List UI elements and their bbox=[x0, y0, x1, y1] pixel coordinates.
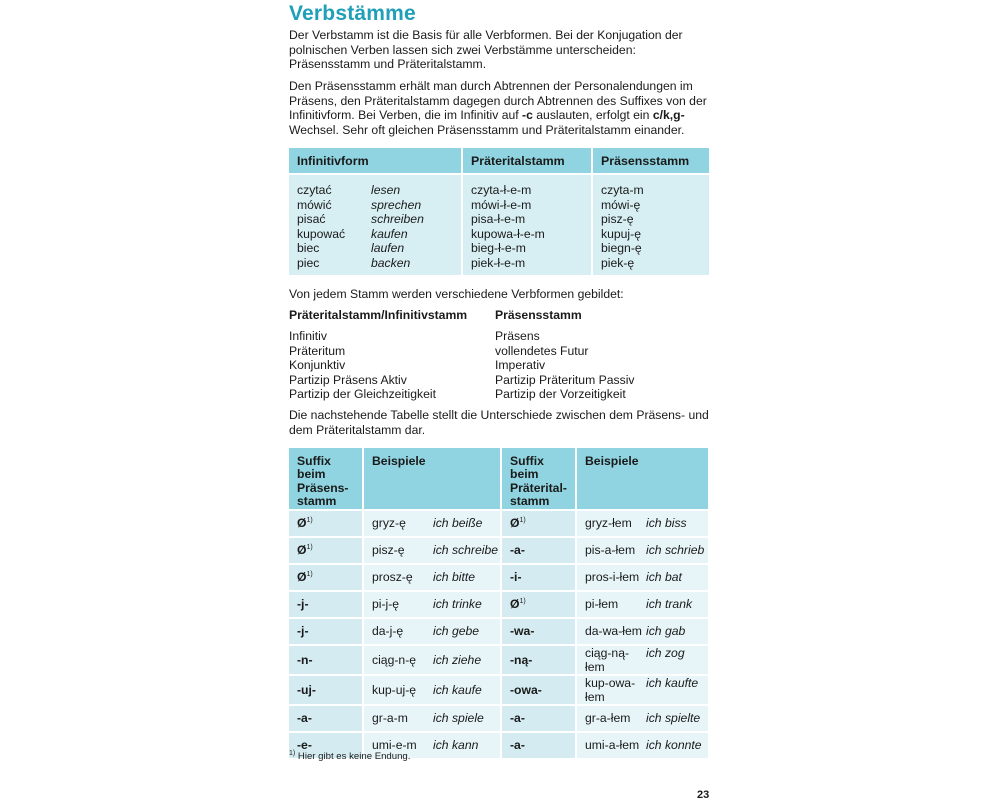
german-translation: ich gab bbox=[646, 624, 686, 639]
present-suffix: Ø bbox=[297, 516, 307, 531]
table-row bbox=[289, 644, 708, 674]
preterite-example-cell bbox=[575, 731, 708, 758]
preterite-suffix-cell bbox=[500, 704, 575, 731]
stems-intro: Von jedem Stamm werden verschiedene Verbformen gebildet: bbox=[289, 287, 624, 301]
preterite-example-cell bbox=[575, 536, 708, 563]
table-row bbox=[289, 509, 708, 536]
present-example-cell bbox=[362, 704, 500, 731]
present-example-cell bbox=[362, 590, 500, 617]
present-suffix: -e- bbox=[297, 738, 312, 753]
present-example bbox=[372, 624, 500, 638]
polish-form: kup-uj-ę bbox=[372, 682, 417, 697]
preterite-stem-form: kupowa-ł-e-m bbox=[471, 226, 545, 241]
present-example bbox=[372, 570, 500, 584]
preterite-suffix: -a- bbox=[510, 738, 525, 753]
preterite-stem-form: bieg-ł-e-m bbox=[471, 241, 526, 256]
preterite-example-cell bbox=[575, 644, 708, 674]
preterite-example-cell bbox=[575, 617, 708, 644]
preterite-example bbox=[585, 570, 708, 584]
present-example bbox=[372, 653, 500, 667]
polish-form: kup-owa-łem bbox=[585, 675, 636, 704]
present-example bbox=[372, 516, 500, 530]
present-suffix: -a- bbox=[297, 711, 312, 726]
present-example-cell bbox=[362, 617, 500, 644]
present-stem-form: piek-ę bbox=[601, 255, 635, 270]
footnote-ref: 1) bbox=[306, 544, 313, 552]
footnote-ref: 1) bbox=[519, 598, 526, 606]
preterite-example bbox=[585, 543, 708, 557]
present-suffix-cell bbox=[289, 617, 362, 644]
present-example bbox=[372, 683, 500, 697]
present-suffix-cell bbox=[289, 536, 362, 563]
polish-form: gryz-ę bbox=[372, 516, 406, 531]
suffix-table bbox=[289, 448, 708, 758]
header-present-stem: Präsensstamm bbox=[591, 148, 709, 173]
preterite-suffix-cell bbox=[500, 536, 575, 563]
explanation-text-3: Wechsel. Sehr oft gleichen Präsensstamm und Präteritalstamm einander. bbox=[289, 122, 685, 137]
german-translation: ich beiße bbox=[433, 516, 483, 531]
polish-form: pi-j-ę bbox=[372, 597, 400, 612]
preterite-suffix-cell bbox=[500, 590, 575, 617]
preterite-example-cell bbox=[575, 590, 708, 617]
german-translation: ich kaufe bbox=[433, 682, 482, 697]
german-translation: ich ziehe bbox=[433, 652, 482, 667]
page-title: Verbstämme bbox=[289, 2, 416, 25]
preterite-suffix: -a- bbox=[510, 543, 525, 558]
polish-form: umi-e-m bbox=[372, 738, 417, 753]
preterite-example bbox=[585, 516, 708, 530]
footnote-ref: 1) bbox=[306, 571, 313, 579]
translation-list bbox=[371, 183, 424, 271]
polish-form: ciąg-ną-łem bbox=[585, 645, 630, 674]
right-stem-item: Partizip Präteritum Passiv bbox=[495, 372, 635, 387]
footnote-ref: 1) bbox=[306, 517, 313, 525]
polish-form: ciąg-n-ę bbox=[372, 652, 417, 667]
present-example bbox=[372, 543, 500, 557]
footnote-mark: 1) bbox=[289, 750, 296, 757]
preterite-suffix-cell bbox=[500, 563, 575, 590]
infinitive-form: czytać bbox=[297, 183, 332, 197]
right-stem-list bbox=[495, 329, 635, 402]
german-translation: ich konnte bbox=[646, 738, 702, 753]
present-example-cell bbox=[362, 509, 500, 536]
explanation-text-2: auslauten, erfolgt ein bbox=[532, 108, 653, 123]
preterite-stem-form: mówi-ł-e-m bbox=[471, 197, 532, 212]
german-translation: lesen bbox=[371, 183, 401, 197]
page-number: 23 bbox=[697, 789, 710, 801]
preterite-suffix: Ø bbox=[510, 597, 520, 612]
left-stem-list bbox=[289, 329, 436, 402]
infinitive-form: biec bbox=[297, 241, 320, 256]
stem-overview-table bbox=[289, 148, 709, 275]
preterite-example bbox=[585, 738, 708, 752]
table-row bbox=[289, 674, 708, 704]
preterite-suffix: -ną- bbox=[510, 652, 533, 667]
preterite-suffix-cell bbox=[500, 509, 575, 536]
left-stem-item: Partizip Präsens Aktiv bbox=[289, 372, 407, 387]
present-suffix: Ø bbox=[297, 543, 307, 558]
header-preterite-stem: Präteritalstamm bbox=[461, 148, 591, 173]
german-translation: ich schreibe bbox=[433, 543, 499, 558]
table2-intro: Die nachstehende Tabelle stellt die Unterschiede zwischen dem Präsens- und dem Präteritalstamm dar. bbox=[289, 408, 709, 437]
german-translation: ich kann bbox=[433, 738, 479, 753]
preterite-example bbox=[585, 676, 708, 704]
right-stem-item: Imperativ bbox=[495, 358, 546, 373]
explanation-paragraph bbox=[289, 79, 709, 137]
preterite-example bbox=[585, 597, 708, 611]
preterite-example-cell bbox=[575, 674, 708, 704]
table-row bbox=[289, 563, 708, 590]
infinitive-list bbox=[297, 183, 371, 271]
polish-form: pisz-ę bbox=[372, 543, 405, 558]
preterite-suffix-cell bbox=[500, 617, 575, 644]
present-suffix-cell bbox=[289, 644, 362, 674]
right-stem-item: vollendetes Futur bbox=[495, 343, 589, 358]
table-row bbox=[289, 617, 708, 644]
table-row bbox=[289, 590, 708, 617]
german-translation: ich schrieb bbox=[646, 543, 705, 558]
present-example bbox=[372, 597, 500, 611]
german-translation: ich gebe bbox=[433, 624, 480, 639]
present-suffix: -n- bbox=[297, 652, 313, 667]
german-translation: ich bat bbox=[646, 570, 682, 585]
present-suffix: -j- bbox=[297, 597, 309, 612]
polish-form: umi-a-łem bbox=[585, 738, 640, 753]
right-stem-heading: Präsensstamm bbox=[495, 308, 582, 322]
footnote bbox=[289, 750, 410, 762]
left-stem-item: Präteritum bbox=[289, 343, 346, 358]
preterite-suffix: Ø bbox=[510, 516, 520, 531]
present-stem-form: kupuj-ę bbox=[601, 226, 641, 241]
preterite-stem-form: czyta-ł-e-m bbox=[471, 183, 532, 197]
preterite-example-cell bbox=[575, 509, 708, 536]
header-infinitive: Infinitivform bbox=[297, 153, 369, 168]
preterite-stem-form: pisa-ł-e-m bbox=[471, 212, 526, 227]
present-stem-list bbox=[591, 175, 709, 275]
header-present-examples: Beispiele bbox=[362, 448, 500, 509]
present-suffix-cell bbox=[289, 509, 362, 536]
preterite-example-cell bbox=[575, 563, 708, 590]
present-suffix: -j- bbox=[297, 624, 309, 639]
german-translation: ich bitte bbox=[433, 570, 476, 585]
left-stem-item: Infinitiv bbox=[289, 329, 327, 343]
present-suffix-cell bbox=[289, 563, 362, 590]
preterite-example bbox=[585, 624, 708, 638]
preterite-suffix: -owa- bbox=[510, 682, 542, 697]
footnote-ref: 1) bbox=[519, 517, 526, 525]
polish-form: gr-a-m bbox=[372, 711, 408, 726]
present-suffix-cell bbox=[289, 704, 362, 731]
polish-form: da-wa-łem bbox=[585, 624, 642, 639]
german-translation: ich kaufte bbox=[646, 675, 699, 690]
left-stem-item: Konjunktiv bbox=[289, 358, 346, 373]
infinitive-form: piec bbox=[297, 255, 320, 270]
german-translation: ich spielte bbox=[646, 711, 701, 726]
present-example bbox=[372, 711, 500, 725]
present-stem-form: czyta-m bbox=[601, 183, 644, 197]
german-translation: ich biss bbox=[646, 516, 687, 531]
explanation-bold-1: -c bbox=[522, 108, 533, 123]
explanation-text-1: Den Präsensstamm erhält man durch Abtrennen der Personalendungen im Präsens, den Präteritalstamm dagegen durch Abtrennen des Suffixes von der Infinitivform. Bei Verben, die im Infinitiv auf bbox=[289, 79, 707, 123]
left-stem-item: Partizip der Gleichzeitigkeit bbox=[289, 387, 436, 402]
intro-paragraph: Der Verbstamm ist die Basis für alle Verbformen. Bei der Konjugation der polnischen Verben lassen sich zwei Verbstämme unterscheiden: Präsensstamm und Präteritalstamm. bbox=[289, 28, 683, 72]
german-translation: ich trank bbox=[646, 597, 693, 612]
polish-form: gryz-łem bbox=[585, 516, 632, 531]
german-translation: backen bbox=[371, 255, 411, 270]
german-translation: ich zog bbox=[646, 645, 685, 660]
german-translation: laufen bbox=[371, 241, 405, 256]
german-translation: schreiben bbox=[371, 212, 424, 227]
preterite-suffix-cell bbox=[500, 674, 575, 704]
preterite-suffix: -wa- bbox=[510, 624, 535, 639]
preterite-suffix-cell bbox=[500, 644, 575, 674]
preterite-stem-list bbox=[461, 175, 591, 275]
german-translation: ich spiele bbox=[433, 711, 484, 726]
preterite-example-cell bbox=[575, 704, 708, 731]
right-stem-item: Partizip der Vorzeitigkeit bbox=[495, 387, 626, 402]
preterite-example bbox=[585, 711, 708, 725]
right-stem-item: Präsens bbox=[495, 329, 540, 343]
present-suffix-cell bbox=[289, 674, 362, 704]
preterite-example bbox=[585, 646, 708, 674]
polish-form: pros-i-łem bbox=[585, 570, 640, 585]
present-suffix-cell bbox=[289, 590, 362, 617]
polish-form: prosz-ę bbox=[372, 570, 413, 585]
header-preterite-examples: Beispiele bbox=[575, 448, 708, 509]
polish-form: pi-łem bbox=[585, 597, 619, 612]
table-row bbox=[289, 704, 708, 731]
german-translation: sprechen bbox=[371, 197, 422, 212]
german-translation: ich trinke bbox=[433, 597, 482, 612]
present-example-cell bbox=[362, 563, 500, 590]
present-suffix: -uj- bbox=[297, 682, 316, 697]
table-row bbox=[289, 536, 708, 563]
present-stem-form: pisz-ę bbox=[601, 212, 634, 227]
left-stem-heading: Präteritalstamm/Infinitivstamm bbox=[289, 308, 468, 322]
present-example-cell bbox=[362, 536, 500, 563]
present-stem-form: mówi-ę bbox=[601, 197, 641, 212]
polish-form: pis-a-łem bbox=[585, 543, 636, 558]
infinitive-cell bbox=[289, 175, 461, 275]
footnote-text: Hier gibt es keine Endung. bbox=[297, 751, 411, 763]
german-translation: kaufen bbox=[371, 226, 408, 241]
present-suffix: Ø bbox=[297, 570, 307, 585]
present-example-cell bbox=[362, 644, 500, 674]
polish-form: gr-a-łem bbox=[585, 711, 631, 726]
preterite-suffix: -a- bbox=[510, 711, 525, 726]
explanation-bold-2: c/k,g- bbox=[652, 108, 685, 123]
infinitive-form: mówić bbox=[297, 197, 332, 212]
preterite-suffix-cell bbox=[500, 731, 575, 758]
present-stem-form: biegn-ę bbox=[601, 241, 642, 256]
preterite-stem-form: piek-ł-e-m bbox=[471, 255, 526, 270]
polish-form: da-j-ę bbox=[372, 624, 404, 639]
infinitive-form: kupować bbox=[297, 226, 346, 241]
infinitive-form: pisać bbox=[297, 212, 326, 227]
preterite-suffix: -i- bbox=[510, 570, 522, 585]
header-preterite-suffix: Suffix beim Präterital- stamm bbox=[500, 448, 575, 509]
header-present-suffix: Suffix beim Präsens- stamm bbox=[289, 448, 362, 509]
present-example-cell bbox=[362, 674, 500, 704]
